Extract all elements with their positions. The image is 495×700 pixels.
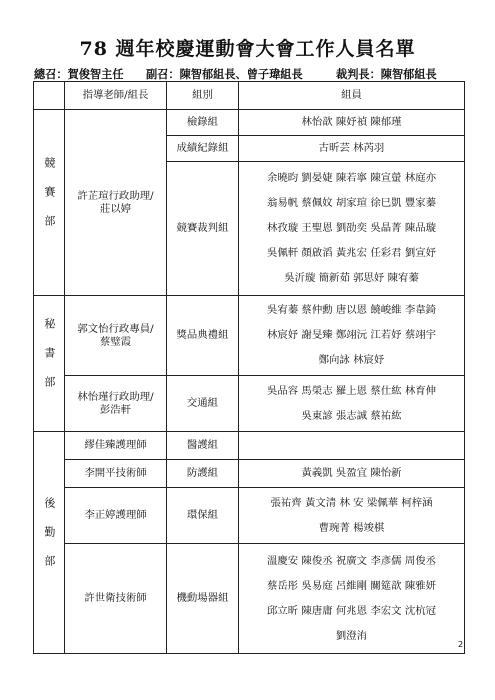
chief-referee: 裁判長：陳智郁組長: [336, 67, 437, 81]
dept-competition: 競賽部: [34, 110, 65, 296]
group-medical: 醫護組: [167, 432, 239, 460]
teacher-epidemic: 李開平技術師: [65, 460, 167, 488]
teacher-traffic: 林怡瑾行政助理/ 彭浩軒: [65, 376, 167, 432]
header-teacher: 指導老師/組長: [65, 82, 167, 110]
conveners-line: [34, 66, 464, 82]
table-row: [34, 432, 465, 460]
members-mobile: 溫慶安 陳俊丞 祝廣文 李彥儒 周俊丞 蔡岳彤 吳易庭 呂維剛 關筵歆 陳雅妍 邱立昕 陳唐庸 何兆恩 李宏文 沈杭冠 劉澄洧: [239, 544, 465, 654]
table-row: [34, 110, 465, 136]
members-judges: 余曉昀 劉晏婕 陳若寧 陳宣螢 林庭亦 翁易帆 蔡佩妏 胡家瑄 徐巳凱 豐家蓁 林孜璇 王聖恩 劉劭奕 吳晶菁 陳品璇 吳佩軒 顏啟滔 黃兆宏 任彩君 劉宣妤 吳沂璇 簡新茹 郭思妤 陳宥蓁: [239, 162, 465, 296]
group-epidemic: 防護組: [167, 460, 239, 488]
group-judges: 競賽裁判組: [167, 162, 239, 296]
table-row: [34, 296, 465, 376]
members-traffic: 吳品容 馬榮志 羅上恩 蔡仕紘 林育伸 吳東諺 張志誠 蔡祐紘: [239, 376, 465, 432]
table-row: [34, 488, 465, 544]
header-group: 組別: [167, 82, 239, 110]
teacher-environment: 李正婷護理師: [65, 488, 167, 544]
teacher-awards: 郭文怡行政專員/ 蔡璧霞: [65, 296, 167, 376]
teacher-mobile: 許世衛技術師: [65, 544, 167, 654]
group-traffic: 交通組: [167, 376, 239, 432]
members-checkin: 林怡歆 陳妤禎 陳郁瑾: [239, 110, 465, 136]
group-records: 成績紀錄組: [167, 136, 239, 162]
members-medical: [239, 432, 465, 460]
members-awards: 吳宥蓁 蔡仲勳 唐以恩 饒峻維 李韋錡 林宸妤 謝旻臻 鄭翊沅 江若妤 蔡翊宇 鄭向詠 林宸妤: [239, 296, 465, 376]
page-title: 78 週年校慶運動會大會工作人員名單: [79, 38, 416, 60]
members-records: 古昕芸 林芮羽: [239, 136, 465, 162]
header-row: [34, 82, 465, 110]
staff-table: [33, 81, 465, 654]
members-epidemic: 黃義凱 吳盈宜 陳怡新: [239, 460, 465, 488]
general-convener: 總召：賀俊智主任: [34, 67, 124, 81]
page-number: 2: [458, 640, 464, 649]
teacher-competition: 許芷瑄行政助理/ 莊以婷: [65, 110, 167, 296]
group-awards: 獎品典禮組: [167, 296, 239, 376]
header-members: 組員: [239, 82, 465, 110]
header-blank: [34, 82, 65, 110]
dept-logistics: 後勤部: [34, 432, 65, 654]
dept-secretary: 秘書部: [34, 296, 65, 432]
table-row: [34, 376, 465, 432]
group-environment: 環保組: [167, 488, 239, 544]
table-row: [34, 460, 465, 488]
teacher-medical: 繆佳臻護理師: [65, 432, 167, 460]
table-row: [34, 544, 465, 654]
group-checkin: 檢錄組: [167, 110, 239, 136]
group-mobile: 機動場器組: [167, 544, 239, 654]
deputy-conveners: 副召：陳智郁組長、曾子瑋組長: [146, 67, 303, 81]
members-environment: 張祐齊 黃文清 林 安 梁佩華 柯梓涵 曹琬菁 楊竣棋: [239, 488, 465, 544]
